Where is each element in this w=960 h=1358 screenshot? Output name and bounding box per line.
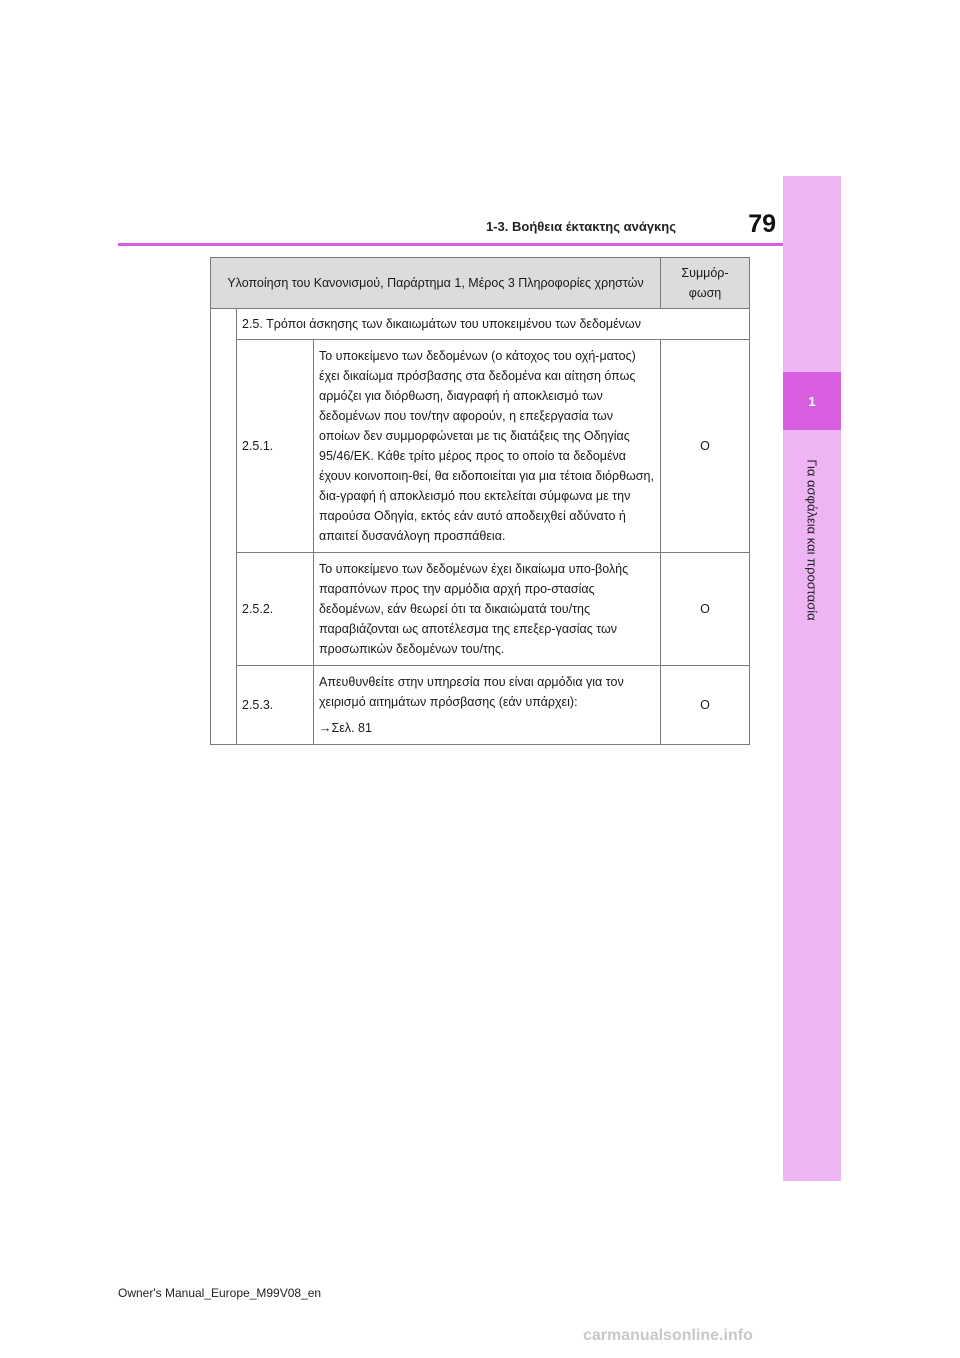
table-row: [211, 553, 750, 666]
table-section-row: [211, 309, 750, 340]
row-description-text: Απευθυνθείτε στην υπηρεσία που είναι αρμόδια για τον χειρισμό αιτημάτων πρόσβασης (εάν υπάρχει):: [319, 675, 624, 709]
watermark: carmanualsonline.info: [583, 1327, 753, 1344]
page-reference-link[interactable]: →Σελ. 81: [319, 721, 372, 735]
header-cell-conformity: Συμμόρ-φωση: [661, 258, 750, 309]
row-number: 2.5.3.: [237, 666, 314, 745]
chapter-side-tab: [783, 176, 841, 1181]
chapter-title-label: Για ασφάλεια και προστασία: [804, 459, 820, 621]
row-description: [314, 666, 661, 745]
row-description: Το υποκείμενο των δεδομένων (ο κάτοχος του οχή-ματος) έχει δικαίωμα πρόσβασης στα δεδομένα και αίτηση όπως αρμόζει για διόρθωση, διαγραφή ή αποκλεισμό των δεδομένων που τον/την αφορούν, η επεξεργασία των οποίων δεν συμμορφώνεται με τις διατάξεις της Οδηγίας 95/46/ΕΚ. Κάθε τρίτο μέρος προς το οποίο τα δεδομένα έχουν κοινοποιη-θεί, θα ειδοποιείται για μια τέτοια διόρθωση, δια-γραφή ή αποκλεισμό που εκτελείται σύμφωνα με την παρούσα Οδηγία, εκτός εάν αυτό αποδειχθεί αδύνατο ή απαιτεί δυσανάλογη προσπάθεια.: [314, 340, 661, 553]
table-row: [211, 666, 750, 745]
regulation-table: [210, 257, 750, 745]
row-conformity: O: [661, 666, 750, 745]
row-conformity: O: [661, 340, 750, 553]
section-title: 1-3. Βοήθεια έκτακτης ανάγκης: [486, 219, 676, 234]
table-row: [211, 340, 750, 553]
section-title-cell: 2.5. Τρόποι άσκησης των δικαιωμάτων του υποκειμένου των δεδομένων: [237, 309, 750, 340]
row-conformity: O: [661, 553, 750, 666]
indent-cell: [211, 309, 237, 745]
row-number: 2.5.2.: [237, 553, 314, 666]
table-header-row: [211, 258, 750, 309]
header-rule: [118, 243, 783, 246]
row-description: Το υποκείμενο των δεδομένων έχει δικαίωμα υπο-βολής παραπόνων προς την αρμόδια αρχή προ-στασίας δεδομένων, εάν θεωρεί ότι τα δικαιώματά του/της παραβιάζονται ως αποτέλεσμα της επεξερ-γασίας των προσωπικών δεδομένων του/της.: [314, 553, 661, 666]
footer-manual-id: Owner's Manual_Europe_M99V08_en: [118, 1286, 322, 1300]
chapter-number-badge: 1: [783, 372, 841, 430]
header-cell-implementation: Υλοποίηση του Κανονισμού, Παράρτημα 1, Μέρος 3 Πληροφορίες χρηστών: [211, 258, 661, 309]
page-number: 79: [748, 210, 776, 238]
row-number: 2.5.1.: [237, 340, 314, 553]
